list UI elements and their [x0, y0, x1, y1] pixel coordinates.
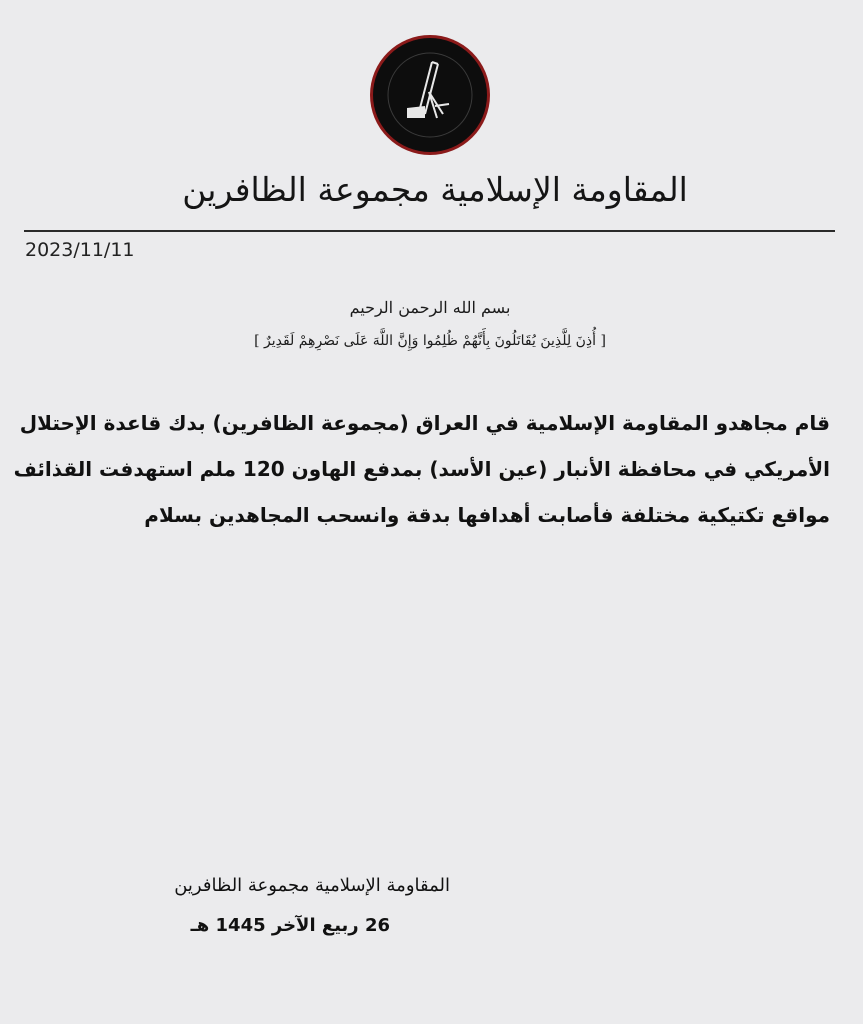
basmala: بسم الله الرحمن الرحيم [349, 298, 511, 317]
statement-line: الأمريكي في محافظة الأنبار (عين الأسد) بمدفع الهاون 120 ملم استهدفت القذائف [13, 457, 830, 481]
logo-emblem [369, 34, 491, 156]
statement-line: قام مجاهدو المقاومة الإسلامية في العراق (مجموعة الظافرين) بدك قاعدة الإحتلال [19, 411, 830, 435]
quran-verse: [ أُذِنَ لِلَّذِينَ يُقَاتَلُونَ بِأَنَّهُمْ ظُلِمُوا وَإِنَّ اللَّهَ عَلَى نَصْرِهِمْ لَقَدِيرٌ ] [254, 333, 606, 349]
issue-date: 2023/11/11 [25, 239, 135, 261]
statement-line: مواقع تكتيكية مختلفة فأصابت أهدافها بدقة وانسحب المجاهدين بسلام [144, 503, 830, 527]
mortar-emblem-icon [369, 34, 491, 156]
signature-name: المقاومة الإسلامية مجموعة الظافرين [174, 875, 450, 896]
statement-body [13, 400, 830, 538]
signature-hijri-date: 26 ربيع الآخر 1445 هـ [190, 915, 390, 936]
organization-title: المقاومة الإسلامية مجموعة الظافرين [182, 170, 688, 209]
header-divider [24, 230, 835, 232]
